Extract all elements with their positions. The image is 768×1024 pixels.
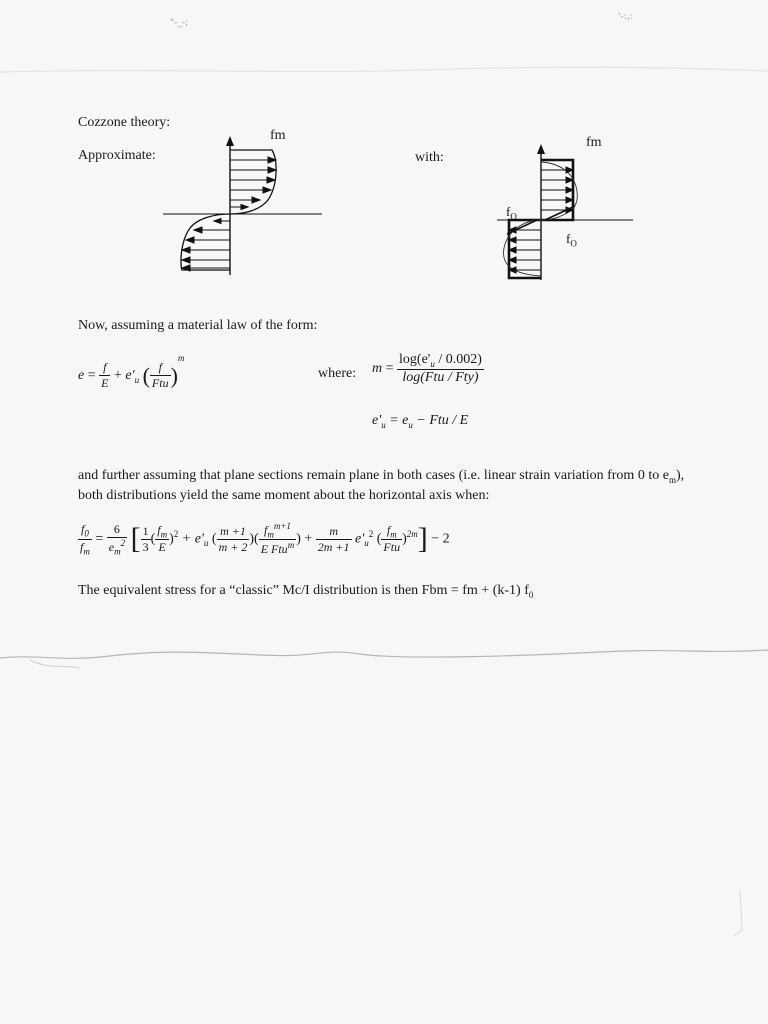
left-diagram-fm-label: fm: [270, 128, 286, 143]
scan-mark-right: '-:,:: [618, 12, 633, 22]
right-diagram-f0-upper-label: $f_O$: [506, 204, 517, 222]
page-corner-fold: [730, 890, 760, 950]
material-law-intro: Now, assuming a material law of the form:: [78, 318, 318, 333]
approximate-stress-diagram: [160, 130, 330, 280]
material-law-equation: e = $\frac{f}{E}$ + $e'_u$ ( $\frac{f}{\text{Ftu}}$ )$^m$: [78, 353, 185, 391]
torn-page-edge: [0, 640, 768, 680]
top-crease: [0, 0, 768, 90]
with-label: with:: [415, 150, 444, 165]
right-diagram-f0-lower-label: $f_O$: [566, 231, 577, 249]
assumption-paragraph: and further assuming that plane sections remain plane in both cases (i.e. linear strain variation from 0 to $e_m$), both distributions yield the same moment about the horizontal axis when:: [78, 468, 685, 503]
approximate-label: Approximate:: [78, 148, 156, 163]
right-diagram-fm-label: fm: [586, 135, 602, 150]
m-exponent-equation: m = $\frac{\log(e'_u / 0.002)}{\text{log(Ftu / Fty)}}$: [372, 352, 482, 385]
eu-prime-equation: $e'_u = e_u$ − Ftu / E: [372, 413, 469, 430]
where-label: where:: [318, 366, 357, 381]
scan-mark-left: "-_-;: [170, 18, 189, 28]
title: Cozzone theory:: [78, 115, 171, 130]
equivalent-stress-sentence: The equivalent stress for a “classic” Mc/I distribution is then Fbm = fm + (k-1) $f_0$: [78, 583, 534, 600]
moment-equivalence-equation: $\frac{f_0}{f_m}$ = $\frac{6}{e_m^2}$ [ $\frac{1}{3}$ ( $\frac{f_m}{E}$ )$^2 + e'_u$ ( $\frac{m +1}{m + 2}$ )( $\frac{f_m^{m+1}}{E Ftu^m}$ ) + $\frac{m}{2m +1}$ $e'_u^2$ ( $\frac{f_m}{\text{Ftu}}$ )$^{2m}$] − 2: [80, 521, 450, 557]
